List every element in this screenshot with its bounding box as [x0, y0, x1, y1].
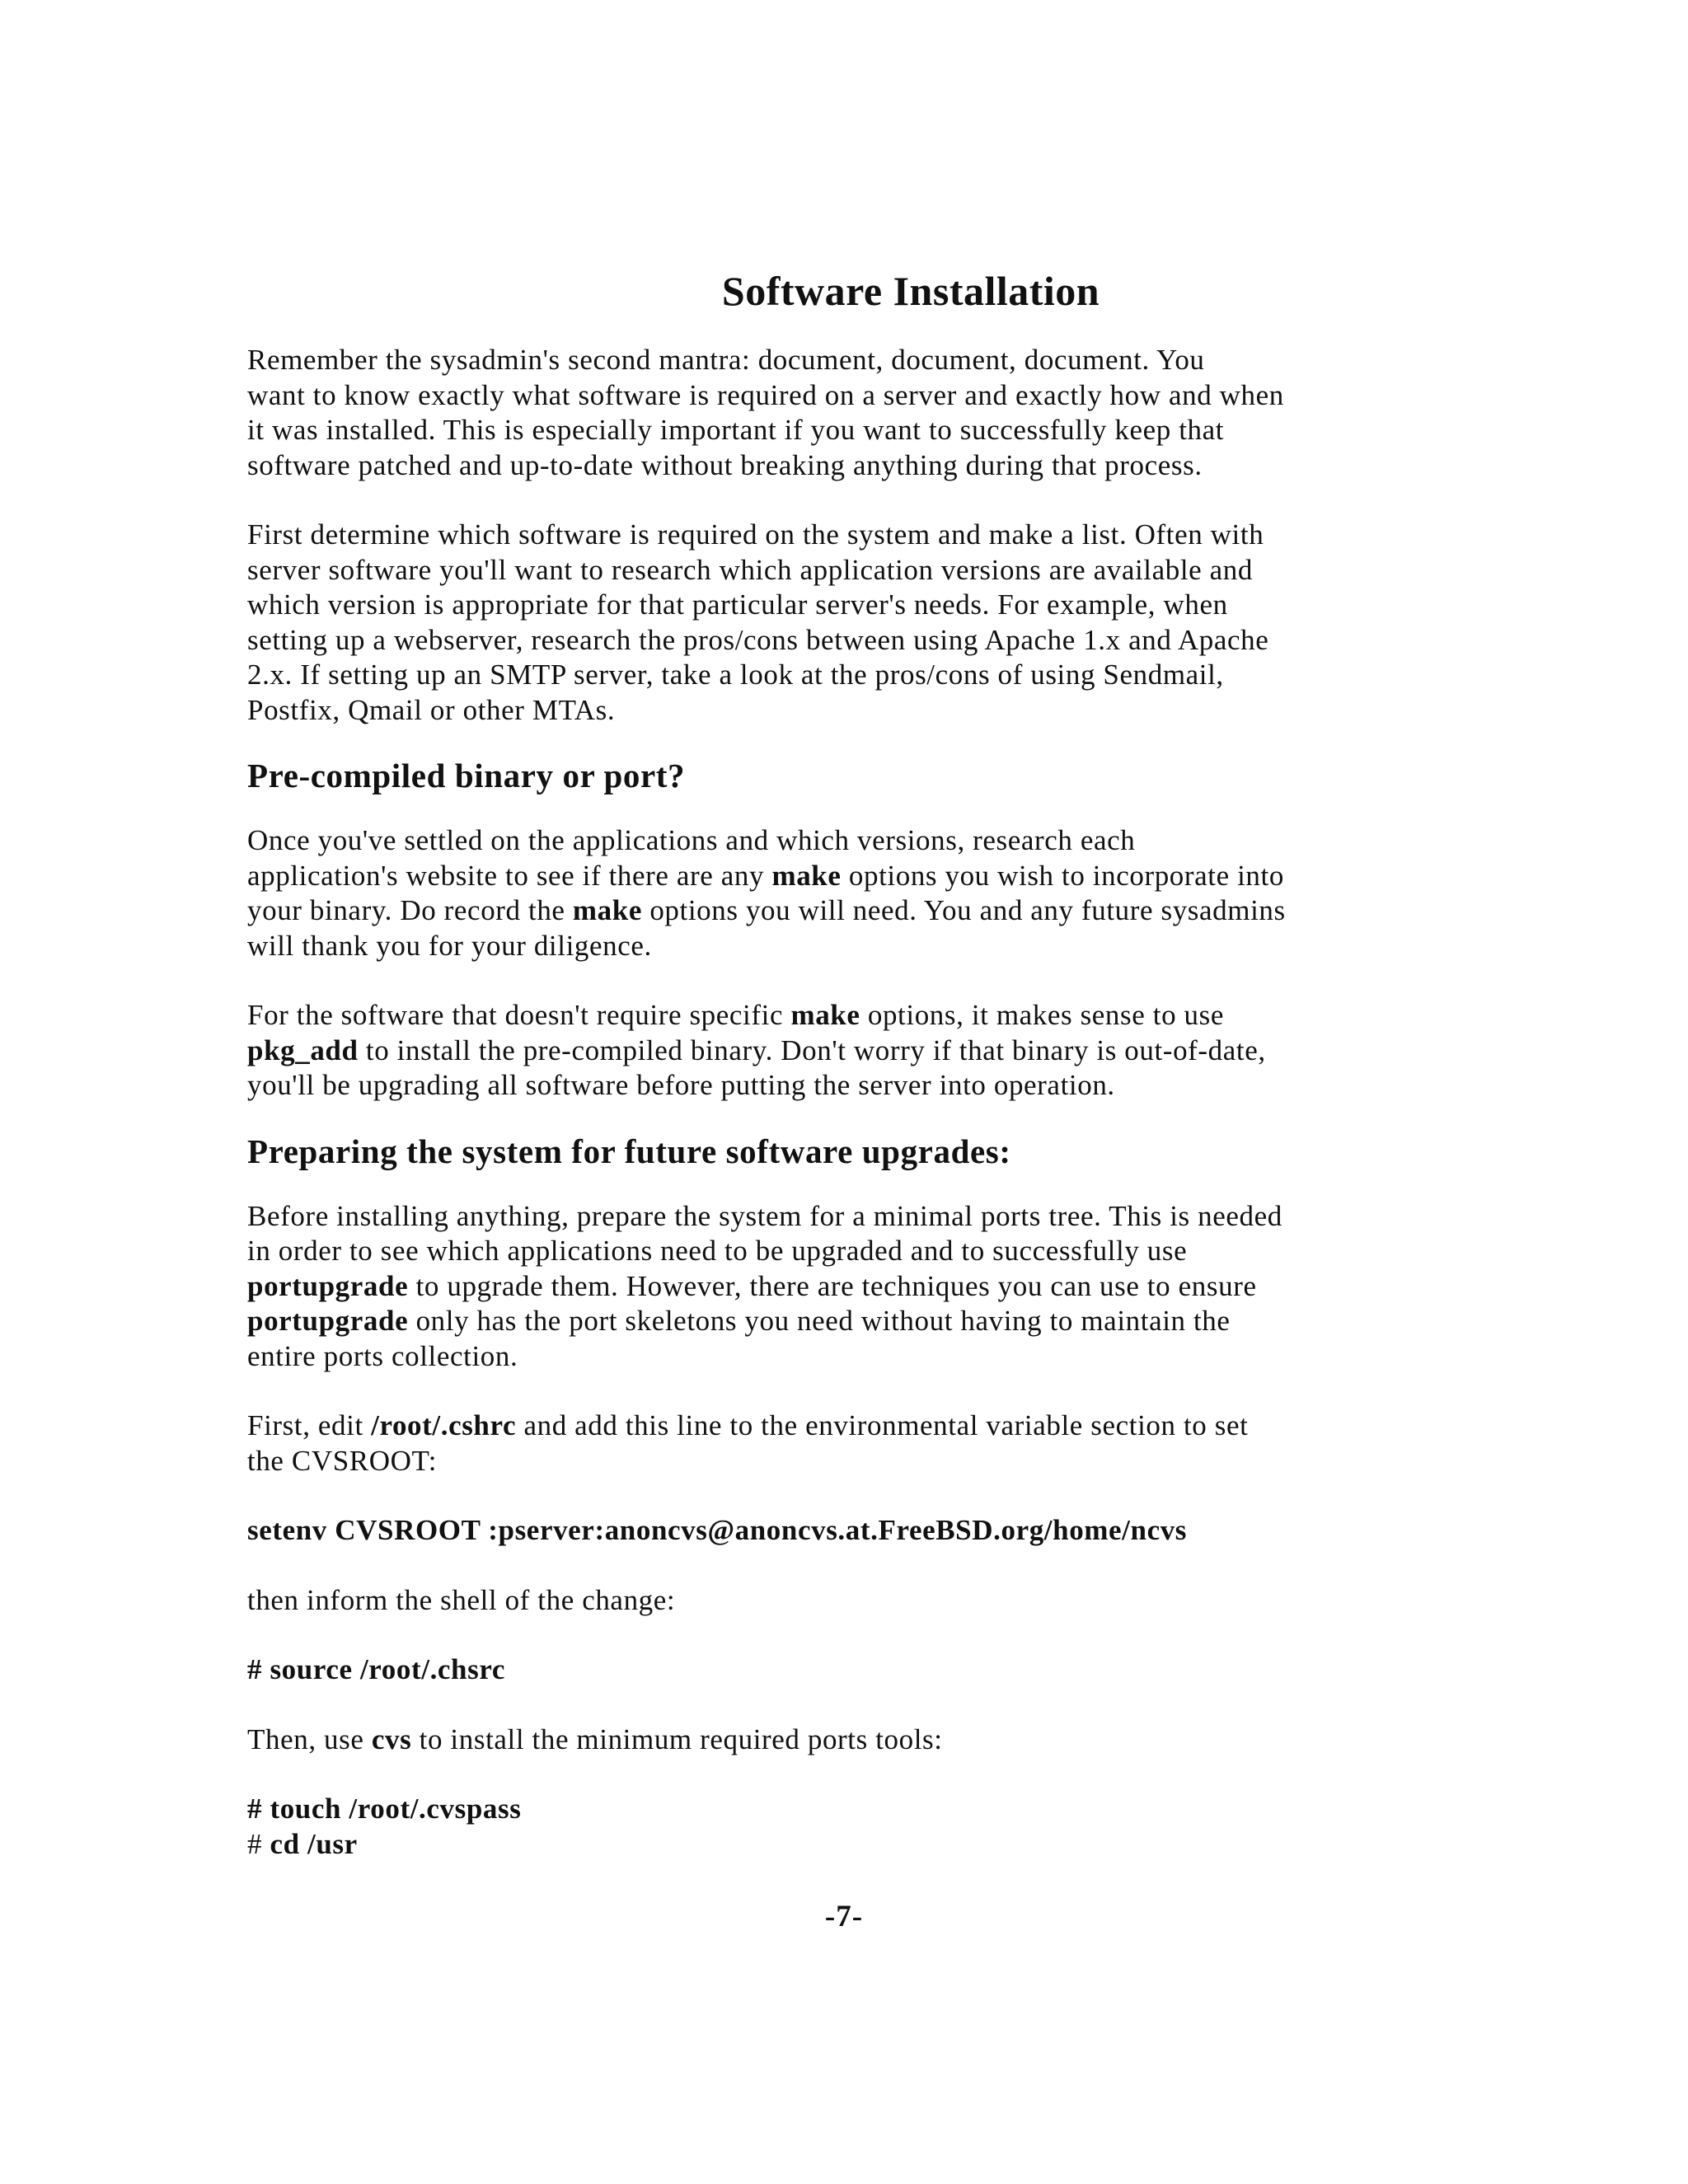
- section-heading-precompiled: Pre-compiled binary or port?: [247, 757, 686, 794]
- section-heading-preparing: Preparing the system for future software upgrades:: [247, 1132, 1011, 1170]
- text-run: options, it makes sense to use: [860, 999, 1224, 1031]
- text-line: 2.x. If setting up an SMTP server, take a look at the pros/cons of using Sendmail,: [247, 658, 1224, 691]
- keyword-pkg-add: pkg_add: [247, 1033, 359, 1066]
- spacer: [247, 1618, 1434, 1652]
- keyword-portupgrade: portupgrade: [247, 1269, 409, 1302]
- spacer: [247, 1549, 1434, 1583]
- text-run: to upgrade them. However, there are techniques you can use to ensure: [408, 1269, 1257, 1302]
- command-text: cd /usr: [270, 1827, 358, 1860]
- paragraph-inform-shell: then inform the shell of the change:: [247, 1583, 676, 1616]
- page-number: -7-: [824, 1900, 864, 1933]
- text-line: which version is appropriate for that particular server's needs. For example, when: [247, 588, 1228, 621]
- text-line: the CVSROOT:: [247, 1444, 438, 1477]
- keyword-make: make: [790, 999, 860, 1031]
- text-line: it was installed. This is especially important if you want to successfully keep that: [247, 414, 1225, 446]
- text-line: Once you've settled on the applications and which versions, research each: [247, 824, 1136, 856]
- spacer: [247, 1374, 1434, 1408]
- command-touch: [247, 1792, 1434, 1827]
- text-line: in order to see which applications need to be upgraded and to successfully use: [247, 1235, 1188, 1267]
- paragraph-pkg-add: [247, 998, 1434, 1104]
- spacer: [247, 728, 1434, 751]
- text-run: options you wish to incorporate into: [841, 859, 1284, 892]
- text-line: want to know exactly what software is required on a server and exactly how and when: [247, 378, 1284, 411]
- text-run: options you will need. You and any future sysadmins: [641, 894, 1286, 926]
- spacer: [247, 1479, 1434, 1513]
- text-line: [247, 1408, 1434, 1444]
- text-line: Postfix, Qmail or other MTAs.: [247, 693, 616, 726]
- prompt-hash: #: [247, 1653, 270, 1685]
- spacer: [247, 1688, 1434, 1722]
- spacer: [247, 800, 1434, 823]
- command-setenv: setenv CVSROOT :pserver:anoncvs@anoncvs.at.FreeBSD.org/home/ncvs: [247, 1514, 1188, 1546]
- text-line: [247, 893, 1434, 929]
- text-line: setting up a webserver, research the pros/cons between using Apache 1.x and Apache: [247, 623, 1269, 656]
- text-run: your binary. Do record the: [247, 894, 573, 926]
- text-line: [247, 1269, 1434, 1305]
- text-run: to install the minimum required ports tools:: [411, 1722, 943, 1755]
- keyword-make: make: [771, 859, 842, 892]
- paragraph-use-cvs: [247, 1722, 1434, 1758]
- text-line: First determine which software is required on the system and make a list. Often with: [247, 518, 1264, 551]
- text-run: and add this line to the environmental variable section to set: [516, 1409, 1249, 1441]
- paragraph-intro: [247, 343, 1434, 483]
- text-line: Before installing anything, prepare the system for a minimal ports tree. This is needed: [247, 1199, 1282, 1232]
- spacer: [247, 483, 1434, 518]
- text-line: will thank you for your diligence.: [247, 929, 652, 962]
- path-root-cshrc: /root/.cshrc: [371, 1409, 517, 1441]
- text-run: For the software that doesn't require specific: [247, 999, 791, 1031]
- command-source: [247, 1652, 1434, 1688]
- command-text: touch /root/.cvspass: [270, 1793, 522, 1825]
- text-run: Then, use: [247, 1722, 372, 1755]
- text-line: [247, 1304, 1434, 1339]
- command-text: source /root/.chsrc: [270, 1653, 505, 1685]
- text-run: only has the port skeletons you need without having to maintain the: [408, 1305, 1231, 1337]
- text-line: [247, 998, 1434, 1033]
- keyword-make: make: [572, 894, 642, 926]
- text-line: you'll be upgrading all software before putting the server into operation.: [247, 1069, 1115, 1101]
- text-run: First, edit: [247, 1409, 372, 1441]
- command-cd: [247, 1827, 1434, 1863]
- spacer: [247, 1757, 1434, 1792]
- text-line: [247, 1033, 1434, 1069]
- text-line: server software you'll want to research which application versions are available and: [247, 553, 1253, 586]
- keyword-cvs: cvs: [371, 1722, 412, 1755]
- prompt-hash: #: [247, 1827, 270, 1860]
- paragraph-edit-cshrc: [247, 1408, 1434, 1479]
- spacer: [247, 963, 1434, 998]
- text-line: entire ports collection.: [247, 1339, 518, 1372]
- prompt-hash: #: [247, 1793, 270, 1825]
- page-title: Software Installation: [721, 268, 1100, 314]
- text-run: application's website to see if there are any: [247, 859, 772, 892]
- paragraph-determine-software: [247, 518, 1434, 728]
- page-content: [247, 262, 1434, 1862]
- text-line: software patched and up-to-date without breaking anything during that process.: [247, 448, 1203, 481]
- text-line: Remember the sysadmin's second mantra: document, document, document. You: [247, 344, 1205, 376]
- spacer: [247, 1176, 1434, 1199]
- paragraph-make-options: [247, 823, 1434, 963]
- text-line: [247, 859, 1434, 894]
- paragraph-ports-tree: [247, 1199, 1434, 1375]
- keyword-portupgrade: portupgrade: [247, 1305, 409, 1337]
- text-run: to install the pre-compiled binary. Don't worry if that binary is out-of-date,: [358, 1033, 1266, 1066]
- spacer: [247, 1104, 1434, 1127]
